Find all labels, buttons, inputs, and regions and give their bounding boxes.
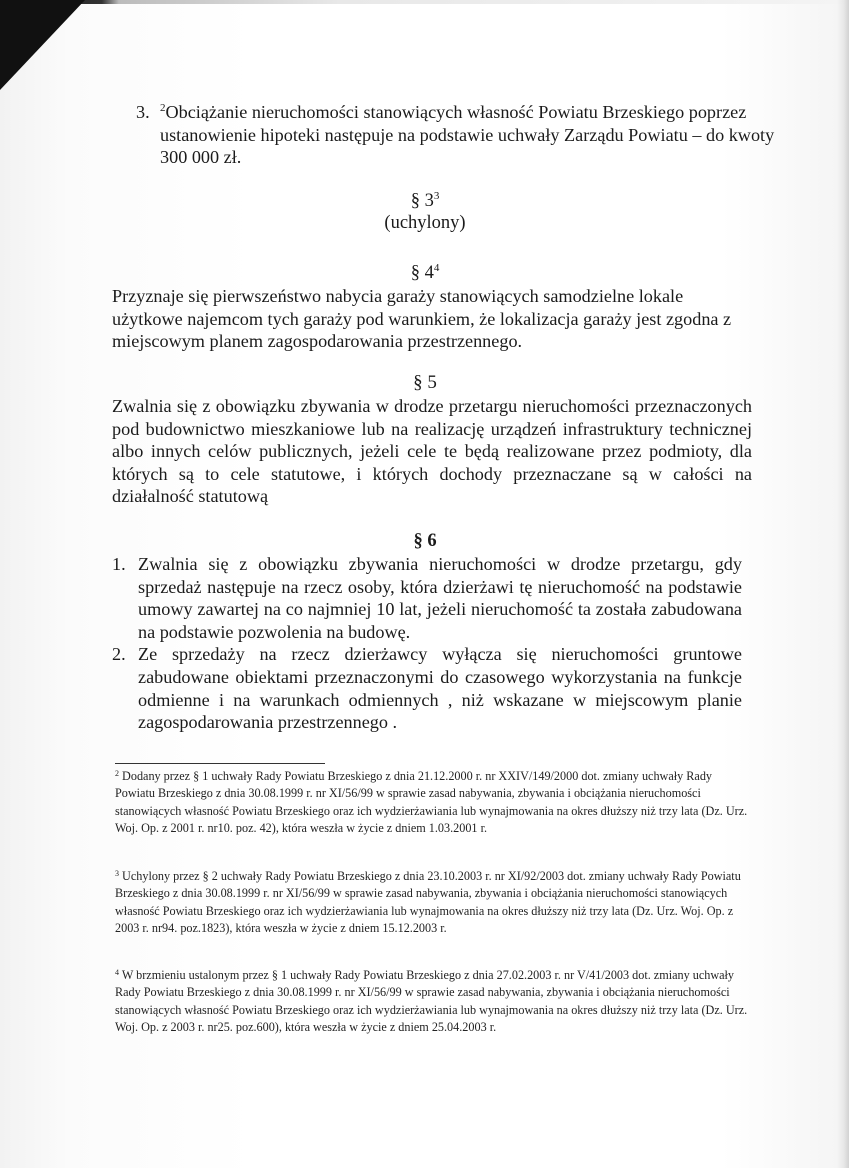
item-text-wrapper bbox=[160, 101, 776, 169]
footnote-number: 3 bbox=[115, 869, 119, 878]
list-item-text: Ze sprzedaży na rzecz dzierżawcy wyłącza się nieruchomości gruntowe zabudowane obiektami przeznaczonymi do czasowego wykorzystania na funkcje odmienne i na warunkach odmiennych , niż wskazane w miejscowym planie zagospodarowania przestrzennego . bbox=[138, 644, 742, 733]
footnote-text: Uchylony przez § 2 uchwały Rady Powiatu Brzeskiego z dnia 23.10.2003 r. nr XI/92/2003 dot. zmiany uchwały Rady Powiatu Brzeskiego z dnia 30.08.1999 r. nr XI/56/99 w sprawie zasad nabywania, zbywania i obciążania nieruchomości stanowiących własność Powiatu Brzeskiego oraz ich wydzierżawiania lub wynajmowania na okres dłuższy niż trzy lata (Dz. Urz. Woj. Op. z 2003 r. nr94. poz.1823), która weszła w życie z dniem 15.12.2003 r. bbox=[115, 869, 741, 936]
item-number: 3. bbox=[136, 102, 150, 122]
footnote-3 bbox=[115, 868, 750, 938]
section-4-text: Przyznaje się pierwszeństwo nabycia garaży stanowiących samodzielne lokale użytkowe najemcom tych garaży pod warunkiem, że lokalizacja garaży jest zgodna z miejscowym planem zagospodarowania przestrzennego. bbox=[112, 286, 732, 352]
footnote-separator bbox=[115, 763, 325, 764]
section-3-status: (uchylony) bbox=[384, 213, 466, 233]
footnote-text: Dodany przez § 1 uchwały Rady Powiatu Brzeskiego z dnia 21.12.2000 r. nr XXIV/149/2000 dot. zmiany uchwały Rady Powiatu Brzeskiego z dnia 30.08.1999 r. nr XI/56/99 w sprawie zasad nabywania, zbywania i obciążania nieruchomości stanowiących własność Powiatu Brzeskiego oraz ich wydzierżawiania lub wynajmowania na okres dłuższy niż trzy lata (Dz. Urz. Woj. Op. z 2001 r. nr10. poz. 42), która weszła w życie z dniem 1.03.2001 r. bbox=[115, 769, 748, 836]
list-item-number: 1. bbox=[112, 554, 126, 574]
section-heading-5: § 5 bbox=[413, 372, 437, 393]
section-5-text: Zwalnia się z obowiązku zbywania w drodze przetargu nieruchomości przeznaczonych pod budownictwo mieszkaniowe lub na realizację urządzeń infrastruktury technicznej albo innych celów publicznych, jeżeli cele te będą realizowane przez podmioty, dla których są to cele statutowe, i których dochody przeznaczane są w całości na działalność statutową bbox=[112, 396, 752, 507]
section-heading-3 bbox=[360, 190, 490, 212]
item-text: Obciążanie nieruchomości stanowiących własność Powiatu Brzeskiego poprzez ustanowienie hipoteki następuje na podstawie uchwały Zarządu Powiatu – do kwoty 300 000 zł. bbox=[160, 102, 775, 168]
list-item bbox=[112, 553, 742, 643]
section-6-list bbox=[112, 553, 742, 734]
footnote-ref: 2 bbox=[160, 102, 166, 114]
footnote-ref: 4 bbox=[433, 262, 440, 274]
footnote-number: 4 bbox=[115, 968, 119, 977]
scan-dark-corner bbox=[0, 0, 85, 90]
footnote-4 bbox=[115, 967, 750, 1037]
footnote-2 bbox=[115, 768, 750, 838]
list-item-text: Zwalnia się z obowiązku zbywania nieruchomości w drodze przetargu, gdy sprzedaż następuje na rzecz osoby, która dzierżawi tę nieruchomość na podstawie umowy zawartej na co najmniej 10 lat, jeżeli nieruchomość ta została zabudowana na podstawie pozwolenia na budowę. bbox=[138, 554, 742, 642]
scan-right-shadow bbox=[837, 0, 849, 1168]
footnote-ref: 3 bbox=[433, 190, 440, 202]
section-heading-label: § 3 bbox=[410, 191, 434, 211]
list-item bbox=[112, 643, 742, 733]
item-3-paragraph bbox=[136, 101, 776, 169]
section-heading-6: § 6 bbox=[413, 531, 437, 551]
scan-top-edge bbox=[0, 0, 849, 4]
section-heading-label: § 4 bbox=[410, 263, 434, 283]
list-item-number: 2. bbox=[112, 644, 126, 665]
footnote-text: W brzmieniu ustalonym przez § 1 uchwały Rady Powiatu Brzeskiego z dnia 27.02.2003 r. nr V/41/2003 dot. zmiany uchwały Rady Powiatu Brzeskiego z dnia 30.08.1999 r. nr XI/56/99 w sprawie zasad nabywania, zbywania i obciążania nieruchomości stanowiących własność Powiatu Brzeskiego oraz ich wydzierżawiania lub wynajmowania na okres dłuższy niż trzy lata (Dz. Urz. Woj. Op. z 2003 r. nr25. poz.600), która weszła w życie z dniem 25.04.2003 r. bbox=[115, 968, 748, 1035]
footnote-number: 2 bbox=[115, 769, 119, 778]
section-heading-4 bbox=[360, 262, 490, 284]
